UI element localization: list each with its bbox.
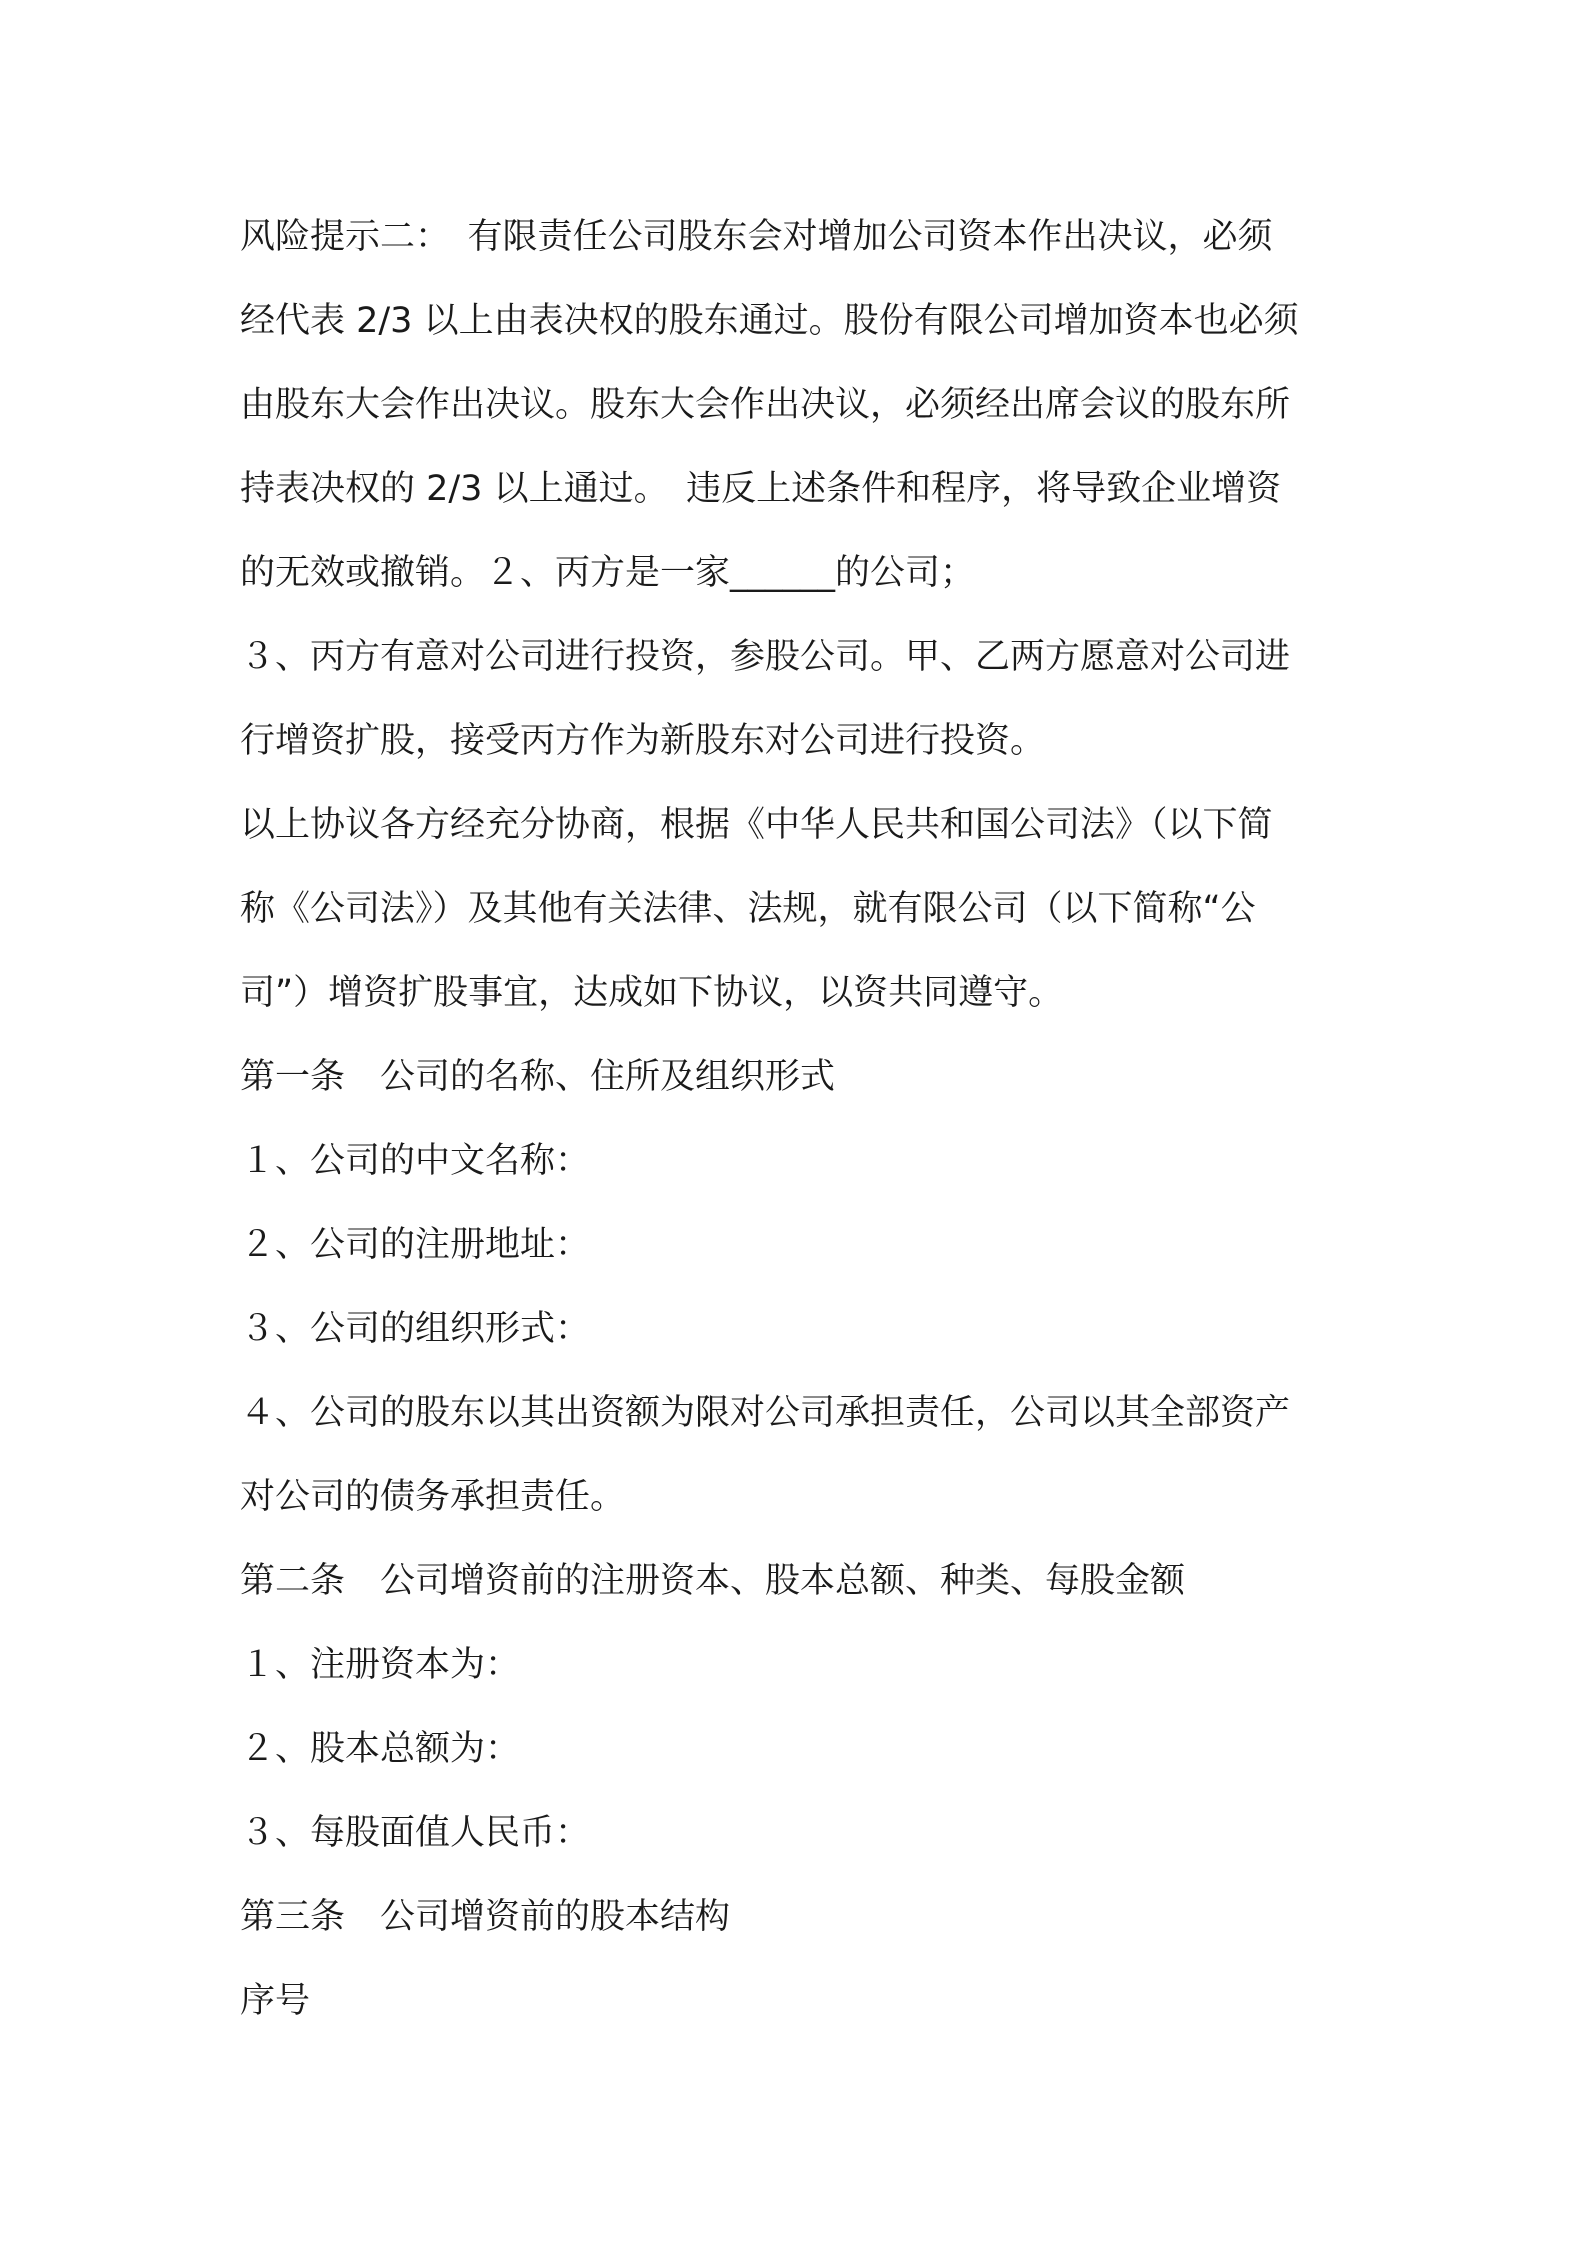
risk-notice-line-1: 风险提示二： 有限责任公司股东会对增加公司资本作出决议，必须 [240, 217, 1273, 257]
risk-notice-line-4: 持表决权的 2/3 以上通过。 违反上述条件和程序，将导致企业增资 [240, 469, 1282, 509]
article-2-item-3: ３、每股面值人民币： [240, 1813, 591, 1853]
preamble-line-1: 以上协议各方经充分协商，根据《中华人民共和国公司法》（以下简 [240, 805, 1273, 845]
clause-3-line-2: 行增资扩股，接受丙方作为新股东对公司进行投资。 [240, 721, 1046, 761]
article-3-heading: 第三条 公司增资前的股本结构 [240, 1897, 731, 1937]
risk-notice-line-3: 由股东大会作出决议。股东大会作出决议，必须经出席会议的股东所 [240, 385, 1291, 425]
document-body [240, 195, 1360, 2043]
article-1-item-4-line-2: 对公司的债务承担责任。 [240, 1477, 626, 1517]
risk-notice-line-2: 经代表 2/3 以上由表决权的股东通过。股份有限公司增加资本也必须 [240, 301, 1299, 341]
article-1-item-2: ２、公司的注册地址： [240, 1225, 591, 1265]
article-1-heading: 第一条 公司的名称、住所及组织形式 [240, 1057, 836, 1097]
table-header-serial-number: 序号 [240, 1981, 311, 2021]
article-1-item-4-line-1: ４、公司的股东以其出资额为限对公司承担责任，公司以其全部资产 [240, 1393, 1291, 1433]
clause-3-line-1: ３、丙方有意对公司进行投资，参股公司。甲、乙两方愿意对公司进 [240, 637, 1291, 677]
preamble-line-3: 司”）增资扩股事宜，达成如下协议，以资共同遵守。 [240, 973, 1064, 1013]
article-2-item-1: １、注册资本为： [240, 1645, 521, 1685]
article-2-heading: 第二条 公司增资前的注册资本、股本总额、种类、每股金额 [240, 1561, 1186, 1601]
preamble-line-2: 称《公司法》）及其他有关法律、法规，就有限公司（以下简称“公 [240, 889, 1256, 929]
risk-notice-line-5: 的无效或撤销。２、丙方是一家______的公司； [240, 553, 976, 593]
article-2-item-2: ２、股本总额为： [240, 1729, 521, 1769]
article-1-item-3: ３、公司的组织形式： [240, 1309, 591, 1349]
article-1-item-1: １、公司的中文名称： [240, 1141, 591, 1181]
